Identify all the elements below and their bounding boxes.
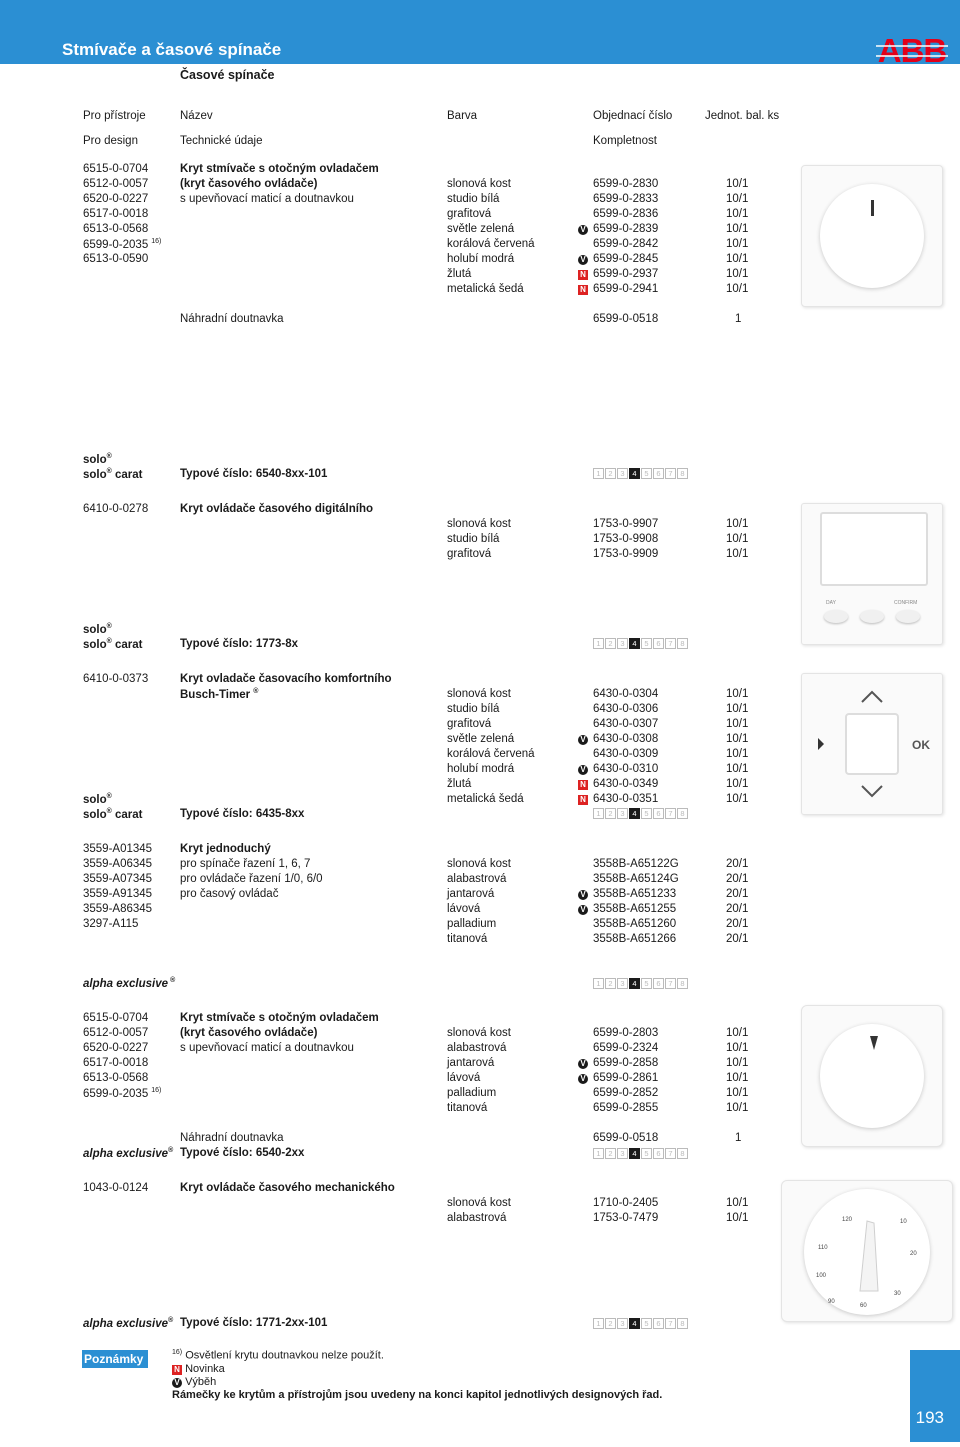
s5-selector: [593, 1148, 689, 1159]
selector-cell: 1: [593, 1318, 604, 1329]
s5-name: (kryt časového ovládače): [180, 1027, 318, 1039]
rotary-knob: [820, 184, 924, 288]
knob-indicator: [871, 200, 874, 216]
s5-spare-label: Náhradní doutnavka: [180, 1132, 284, 1144]
selector-cell: 6: [653, 1318, 664, 1329]
s4-order: 3558B-A65124G: [593, 873, 679, 885]
s1-pack: 10/1: [726, 178, 749, 190]
s5-pack: 10/1: [726, 1057, 749, 1069]
selector-cell: 7: [665, 468, 676, 479]
s6-design: alpha exclusive®: [83, 1317, 174, 1330]
selector-cell: 1: [593, 638, 604, 649]
s1-pack: 10/1: [726, 238, 749, 250]
s3-pack: 10/1: [726, 763, 749, 775]
s3-order: 6430-0-0351: [593, 793, 659, 805]
selector-cell: 1: [593, 808, 604, 819]
notes-badge: Poznámky: [82, 1350, 148, 1368]
s2-product-image: [801, 503, 943, 645]
s4-order: 3558B-A651233: [593, 888, 677, 900]
s4-name: pro spínače řazení 1, 6, 7: [180, 858, 311, 870]
s1-pack: 10/1: [726, 253, 749, 265]
s1-device: 6515-0-0704: [83, 163, 149, 175]
selector-cell: 3: [617, 978, 628, 989]
s1-device: 6520-0-0227: [83, 193, 149, 205]
svg-text:ABB: ABB: [877, 34, 947, 68]
selector-cell: 5: [641, 1318, 652, 1329]
s6-order: 1710-0-2405: [593, 1197, 659, 1209]
s3-order: 6430-0-0309: [593, 748, 659, 760]
s3-color: grafitová: [447, 718, 492, 730]
s3-color: metalická šedá: [447, 793, 524, 805]
s3-pack: 10/1: [726, 793, 749, 805]
s1-title: Kryt stmívače s otočným ovladačem: [180, 163, 379, 175]
s5-device: 6517-0-0018: [83, 1057, 149, 1069]
s5-pack: 10/1: [726, 1042, 749, 1054]
s2-color: grafitová: [447, 548, 492, 560]
arrow-left-icon: [818, 738, 824, 750]
s1-order: 6599-0-2937: [593, 268, 659, 280]
s3-product-image: [801, 673, 943, 815]
selector-cell: 8: [677, 638, 688, 649]
s4-color: titanová: [447, 933, 488, 945]
s1-order: 6599-0-2836: [593, 208, 659, 220]
s6-color: alabastrová: [447, 1212, 507, 1224]
s4-design: alpha exclusive ®: [83, 977, 176, 990]
selector-cell: 5: [641, 808, 652, 819]
s4-pack: 20/1: [726, 858, 749, 870]
col-header-completeness: Kompletnost: [593, 135, 657, 147]
col-header-pack: Jednot. bal. ks: [705, 110, 780, 122]
phaseout-icon: V: [578, 765, 588, 775]
s1-selector: [593, 468, 689, 479]
selector-cell: 7: [665, 808, 676, 819]
s1-spare-label: Náhradní doutnavka: [180, 313, 284, 325]
selector-cell: 8: [677, 1148, 688, 1159]
s1-device: 6513-0-0590: [83, 253, 149, 265]
display-window: [820, 512, 928, 586]
selector-cell: 8: [677, 468, 688, 479]
s2-selector: [593, 638, 689, 649]
page-subtitle: Časové spínače: [180, 68, 275, 82]
footnote-ref: 16): [151, 1087, 162, 1094]
btn-label-2: CONFIRM: [894, 600, 918, 606]
selector-cell: 3: [617, 1318, 628, 1329]
s2-order: 1753-0-9909: [593, 548, 659, 560]
s6-pack: 10/1: [726, 1197, 749, 1209]
s5-spare-order: 6599-0-0518: [593, 1132, 659, 1144]
selector-cell: 4: [629, 1148, 640, 1159]
selector-cell: 7: [665, 1318, 676, 1329]
s1-order: 6599-0-2842: [593, 238, 659, 250]
s3-pack: 10/1: [726, 778, 749, 790]
s5-color: alabastrová: [447, 1042, 507, 1054]
new-icon: N: [578, 285, 588, 295]
s2-color: studio bílá: [447, 533, 500, 545]
phaseout-icon: V: [578, 255, 588, 265]
s4-name: Kryt jednoduchý: [180, 843, 271, 855]
dial-mark-10: 10: [900, 1219, 907, 1225]
selector-cell: 2: [605, 808, 616, 819]
selector-cell: 1: [593, 978, 604, 989]
s3-color: korálová červená: [447, 748, 535, 760]
s1-color: holubí modrá: [447, 253, 515, 265]
s5-color: titanová: [447, 1102, 488, 1114]
s5-pack: 10/1: [726, 1102, 749, 1114]
s5-color: jantarová: [447, 1057, 495, 1069]
s5-order: 6599-0-2324: [593, 1042, 659, 1054]
arrow-up-icon: [862, 692, 882, 702]
s2-device: 6410-0-0278: [83, 503, 149, 515]
col-header-color: Barva: [447, 110, 478, 122]
s1-pack: 10/1: [726, 268, 749, 280]
s3-title: Kryt ovladače časovacího komfortního: [180, 673, 392, 685]
s4-pack: 20/1: [726, 918, 749, 930]
s5-device: 6599-0-2035 $^{16)}$: [83, 1087, 162, 1100]
s3-device: 6410-0-0373: [83, 673, 149, 685]
phaseout-icon: V: [578, 735, 588, 745]
s6-device: 1043-0-0124: [83, 1182, 149, 1194]
s5-name: Kryt stmívače s otočným ovladačem: [180, 1012, 379, 1024]
s1-design-1: solo®: [83, 453, 112, 466]
selector-cell: 7: [665, 978, 676, 989]
s1-spare-order: 6599-0-0518: [593, 313, 659, 325]
dial-mark-90: 90: [828, 1299, 835, 1305]
selector-cell: 1: [593, 468, 604, 479]
arrow-down-icon: [862, 786, 882, 796]
selector-cell: 2: [605, 468, 616, 479]
timer-button-right: [896, 610, 920, 623]
s3-order: 6430-0-0304: [593, 688, 659, 700]
selector-cell: 5: [641, 468, 652, 479]
ok-label: OK: [912, 738, 930, 752]
s3-type: Typové číslo: 6435-8xx: [180, 808, 305, 820]
s1-device: 6513-0-0568: [83, 223, 149, 235]
s5-pack: 10/1: [726, 1027, 749, 1039]
s1-pack: 10/1: [726, 208, 749, 220]
s4-color: alabastrová: [447, 873, 507, 885]
s4-pack: 20/1: [726, 903, 749, 915]
s4-device: 3559-A07345: [83, 873, 153, 885]
title-bar: [0, 0, 960, 64]
s4-selector: [593, 978, 689, 989]
dial-mark-120: 120: [842, 1217, 853, 1223]
selector-cell: 2: [605, 1148, 616, 1159]
selector-cell: 3: [617, 1148, 628, 1159]
s5-name: s upevňovací maticí a doutnavkou: [180, 1042, 354, 1054]
selector-cell: 4: [629, 468, 640, 479]
s2-order: 1753-0-9908: [593, 533, 659, 545]
dial-mark-60: 60: [860, 1303, 867, 1309]
s3-order: 6430-0-0306: [593, 703, 659, 715]
s5-device: 6513-0-0568: [83, 1072, 149, 1084]
s5-device: 6515-0-0704: [83, 1012, 149, 1024]
s5-type: Typové číslo: 6540-2xx: [180, 1147, 305, 1159]
s4-order: 3558B-A651255: [593, 903, 677, 915]
timer-display: [846, 714, 898, 774]
selector-cell: 2: [605, 978, 616, 989]
s1-device: 6599-0-2035 $^{16)}$: [83, 238, 162, 251]
col-header-design: Pro design: [83, 135, 138, 147]
s2-design-2: solo® carat: [83, 638, 143, 651]
page-title: Stmívače a časové spínače: [62, 40, 282, 59]
s1-device: 6512-0-0057: [83, 178, 149, 190]
s1-color: světle zelená: [447, 223, 515, 235]
page-number: 193: [915, 1408, 944, 1427]
rotary-knob: [820, 1024, 924, 1128]
s6-order: 1753-0-7479: [593, 1212, 659, 1224]
s5-color: palladium: [447, 1087, 497, 1099]
s4-color: palladium: [447, 918, 497, 930]
selector-cell: 2: [605, 638, 616, 649]
s4-order: 3558B-A651260: [593, 918, 677, 930]
s4-pack: 20/1: [726, 933, 749, 945]
note-frames: Rámečky ke krytům a přístrojům jsou uvedeny na konci kapitol jednotlivých designových řad.: [172, 1389, 663, 1401]
s5-color: lávová: [447, 1072, 481, 1084]
s3-color: studio bílá: [447, 703, 500, 715]
s3-pack: 10/1: [726, 703, 749, 715]
selector-cell: 8: [677, 808, 688, 819]
s1-pack: 10/1: [726, 283, 749, 295]
s1-order: 6599-0-2830: [593, 178, 659, 190]
s4-device: 3297-A115: [83, 918, 139, 930]
s1-product-image: [801, 165, 943, 307]
s3-pack: 10/1: [726, 733, 749, 745]
dial-pointer: [782, 1181, 952, 1321]
selector-cell: 4: [629, 638, 640, 649]
dial-mark-30: 30: [894, 1291, 901, 1297]
new-icon: N: [578, 270, 588, 280]
s1-pack: 10/1: [726, 223, 749, 235]
note-16: $^{16)}$ Osvětlení krytu doutnavkou nelze použít.: [172, 1349, 384, 1362]
s1-desc-1: (kryt časového ovládače): [180, 178, 318, 190]
selector-cell: 5: [641, 638, 652, 649]
selector-cell: 2: [605, 1318, 616, 1329]
col-header-devices: Pro přístroje: [83, 110, 146, 122]
s1-spare-pack: 1: [735, 313, 742, 325]
s3-color: světle zelená: [447, 733, 515, 745]
timer-button-left: [824, 610, 848, 623]
s1-color: žlutá: [447, 268, 472, 280]
s1-pack: 10/1: [726, 193, 749, 205]
selector-cell: 7: [665, 1148, 676, 1159]
s3-color: slonová kost: [447, 688, 511, 700]
s4-order: 3558B-A651266: [593, 933, 677, 945]
selector-cell: 7: [665, 638, 676, 649]
s1-order: 6599-0-2845: [593, 253, 659, 265]
s2-order: 1753-0-9907: [593, 518, 659, 530]
s4-order: 3558B-A65122G: [593, 858, 679, 870]
s4-pack: 20/1: [726, 888, 749, 900]
s1-color: grafitová: [447, 208, 492, 220]
s3-title-2: Busch-Timer ®: [180, 688, 259, 701]
s5-color: slonová kost: [447, 1027, 511, 1039]
s1-type: Typové číslo: 6540-8xx-101: [180, 468, 328, 480]
s3-design-2: solo® carat: [83, 808, 143, 821]
s5-pack: 10/1: [726, 1072, 749, 1084]
s5-product-image: [801, 1005, 943, 1147]
selector-cell: 6: [653, 978, 664, 989]
s4-device: 3559-A91345: [83, 888, 153, 900]
phaseout-icon: V: [578, 905, 588, 915]
s5-design: alpha exclusive®: [83, 1147, 174, 1160]
s5-pack: 10/1: [726, 1087, 749, 1099]
knob-indicator: [870, 1036, 878, 1050]
dial-mark-100: 100: [816, 1273, 827, 1279]
selector-cell: 6: [653, 468, 664, 479]
selector-cell: 1: [593, 1148, 604, 1159]
s6-selector: [593, 1318, 689, 1329]
selector-cell: 3: [617, 808, 628, 819]
s2-color: slonová kost: [447, 518, 511, 530]
s2-design-1: solo®: [83, 623, 112, 636]
selector-cell: 4: [629, 1318, 640, 1329]
s1-order: 6599-0-2833: [593, 193, 659, 205]
s2-pack: 10/1: [726, 548, 749, 560]
selector-cell: 6: [653, 638, 664, 649]
s1-color: metalická šedá: [447, 283, 524, 295]
selector-cell: 4: [629, 808, 640, 819]
s6-title: Kryt ovládače časového mechanického: [180, 1182, 395, 1194]
s5-spare-pack: 1: [735, 1132, 742, 1144]
s2-title: Kryt ovládače časového digitálního: [180, 503, 373, 515]
col-header-name: Název: [180, 110, 213, 122]
s3-color: holubí modrá: [447, 763, 515, 775]
s5-device: 6512-0-0057: [83, 1027, 149, 1039]
s2-type: Typové číslo: 1773-8x: [180, 638, 299, 650]
s4-pack: 20/1: [726, 873, 749, 885]
s1-device: 6517-0-0018: [83, 208, 149, 220]
s4-color: lávová: [447, 903, 481, 915]
s6-product-image: [781, 1180, 953, 1322]
s4-device: 3559-A01345: [83, 843, 153, 855]
s2-pack: 10/1: [726, 533, 749, 545]
page-number-box: [910, 1350, 960, 1442]
s5-order: 6599-0-2855: [593, 1102, 659, 1114]
selector-cell: 5: [641, 978, 652, 989]
s6-color: slonová kost: [447, 1197, 511, 1209]
s3-order: 6430-0-0349: [593, 778, 659, 790]
footnote-ref: 16): [151, 238, 162, 245]
s6-pack: 10/1: [726, 1212, 749, 1224]
s2-pack: 10/1: [726, 518, 749, 530]
selector-cell: 3: [617, 638, 628, 649]
s1-desc-2: s upevňovací maticí a doutnavkou: [180, 193, 354, 205]
s1-design-2: solo® carat: [83, 468, 143, 481]
s5-order: 6599-0-2803: [593, 1027, 659, 1039]
s3-design-1: solo®: [83, 793, 112, 806]
s4-device: 3559-A86345: [83, 903, 153, 915]
s3-color: žlutá: [447, 778, 472, 790]
col-header-tech: Technické údaje: [180, 135, 263, 147]
phaseout-icon: V: [578, 1059, 588, 1069]
s4-name: pro ovládače řazení 1/0, 6/0: [180, 873, 323, 885]
selector-cell: 8: [677, 978, 688, 989]
s4-name: pro časový ovládač: [180, 888, 279, 900]
phaseout-icon: V: [578, 225, 588, 235]
phaseout-icon: V: [578, 890, 588, 900]
s4-device: 3559-A06345: [83, 858, 153, 870]
selector-cell: 6: [653, 808, 664, 819]
selector-cell: 6: [653, 1148, 664, 1159]
selector-cell: 5: [641, 1148, 652, 1159]
s3-order: 6430-0-0307: [593, 718, 659, 730]
s5-device: 6520-0-0227: [83, 1042, 149, 1054]
selector-cell: 4: [629, 978, 640, 989]
selector-cell: 8: [677, 1318, 688, 1329]
selector-cell: 3: [617, 468, 628, 479]
s4-color: jantarová: [447, 888, 495, 900]
s3-pack: 10/1: [726, 688, 749, 700]
timer-button-middle: [860, 610, 884, 623]
s1-color: studio bílá: [447, 193, 500, 205]
s4-color: slonová kost: [447, 858, 511, 870]
s1-color: korálová červená: [447, 238, 535, 250]
dial-mark-110: 110: [818, 1245, 828, 1251]
note-new: N Novinka: [172, 1363, 225, 1375]
s1-order: 6599-0-2941: [593, 283, 659, 295]
s5-order: 6599-0-2852: [593, 1087, 659, 1099]
s1-color: slonová kost: [447, 178, 511, 190]
new-icon: N: [578, 780, 588, 790]
btn-label-1: DAY: [826, 600, 836, 606]
s3-selector: [593, 808, 689, 819]
s5-order: 6599-0-2858: [593, 1057, 659, 1069]
s3-order: 6430-0-0310: [593, 763, 659, 775]
dial-mark-20: 20: [910, 1251, 917, 1257]
abb-logo: [876, 34, 948, 68]
new-icon: N: [578, 795, 588, 805]
phaseout-icon: V: [578, 1074, 588, 1084]
col-header-order: Objednací číslo: [593, 110, 673, 122]
note-phaseout: V Výběh: [172, 1376, 216, 1388]
s3-pack: 10/1: [726, 748, 749, 760]
s6-type: Typové číslo: 1771-2xx-101: [180, 1317, 328, 1329]
s3-order: 6430-0-0308: [593, 733, 659, 745]
s1-order: 6599-0-2839: [593, 223, 659, 235]
s3-pack: 10/1: [726, 718, 749, 730]
s5-order: 6599-0-2861: [593, 1072, 659, 1084]
